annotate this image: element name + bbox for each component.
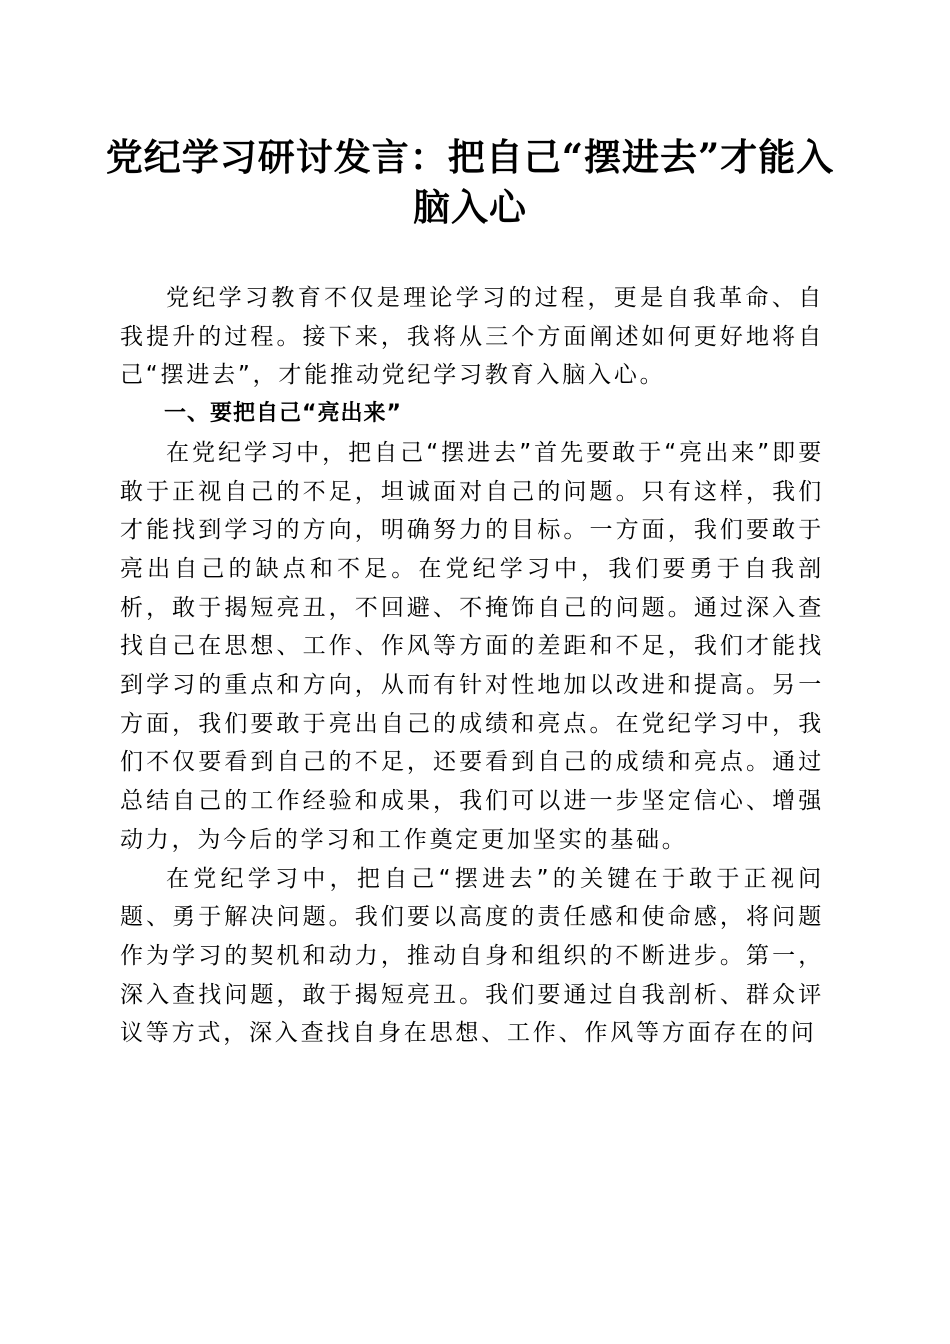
paragraph-section-1-continued: 在党纪学习中，把自己“摆进去”的关键在于敢于正视问题、勇于解决问题。我们要以高度的责任感和使命感，将问题作为学习的契机和动力，推动自身和组织的不断进步。第一，深入查找问题，敢于揭短亮丑。我们要通过自我剖析、群众评议等方式，深入查找自身在思想、工作、作风等方面存在的问 <box>120 865 824 1047</box>
paragraph-intro: 党纪学习教育不仅是理论学习的过程，更是自我革命、自我提升的过程。接下来，我将从三个方面阐述如何更好地将自己“摆进去”，才能推动党纪学习教育入脑入心。 <box>120 285 824 389</box>
section-heading-1: 一、要把自己“亮出来” <box>164 401 402 427</box>
document-title: 党纪学习研讨发言：把自己“摆进去”才能入脑入心 <box>105 135 835 229</box>
paragraph-section-1: 在党纪学习中，把自己“摆进去”首先要敢于“亮出来”即要敢于正视自己的不足，坦诚面对自己的问题。只有这样，我们才能找到学习的方向，明确努力的目标。一方面，我们要敢于亮出自己的缺点和不足。在党纪学习中，我们要勇于自我剖析，敢于揭短亮丑，不回避、不掩饰自己的问题。通过深入查找自己在思想、工作、作风等方面的差距和不足，我们才能找到学习的重点和方向，从而有针对性地加以改进和提高。另一方面，我们要敢于亮出自己的成绩和亮点。在党纪学习中，我们不仅要看到自己的不足，还要看到自己的成绩和亮点。通过总结自己的工作经验和成果，我们可以进一步坚定信心、增强动力，为今后的学习和工作奠定更加坚实的基础。 <box>120 439 824 853</box>
document-body <box>120 279 824 1053</box>
